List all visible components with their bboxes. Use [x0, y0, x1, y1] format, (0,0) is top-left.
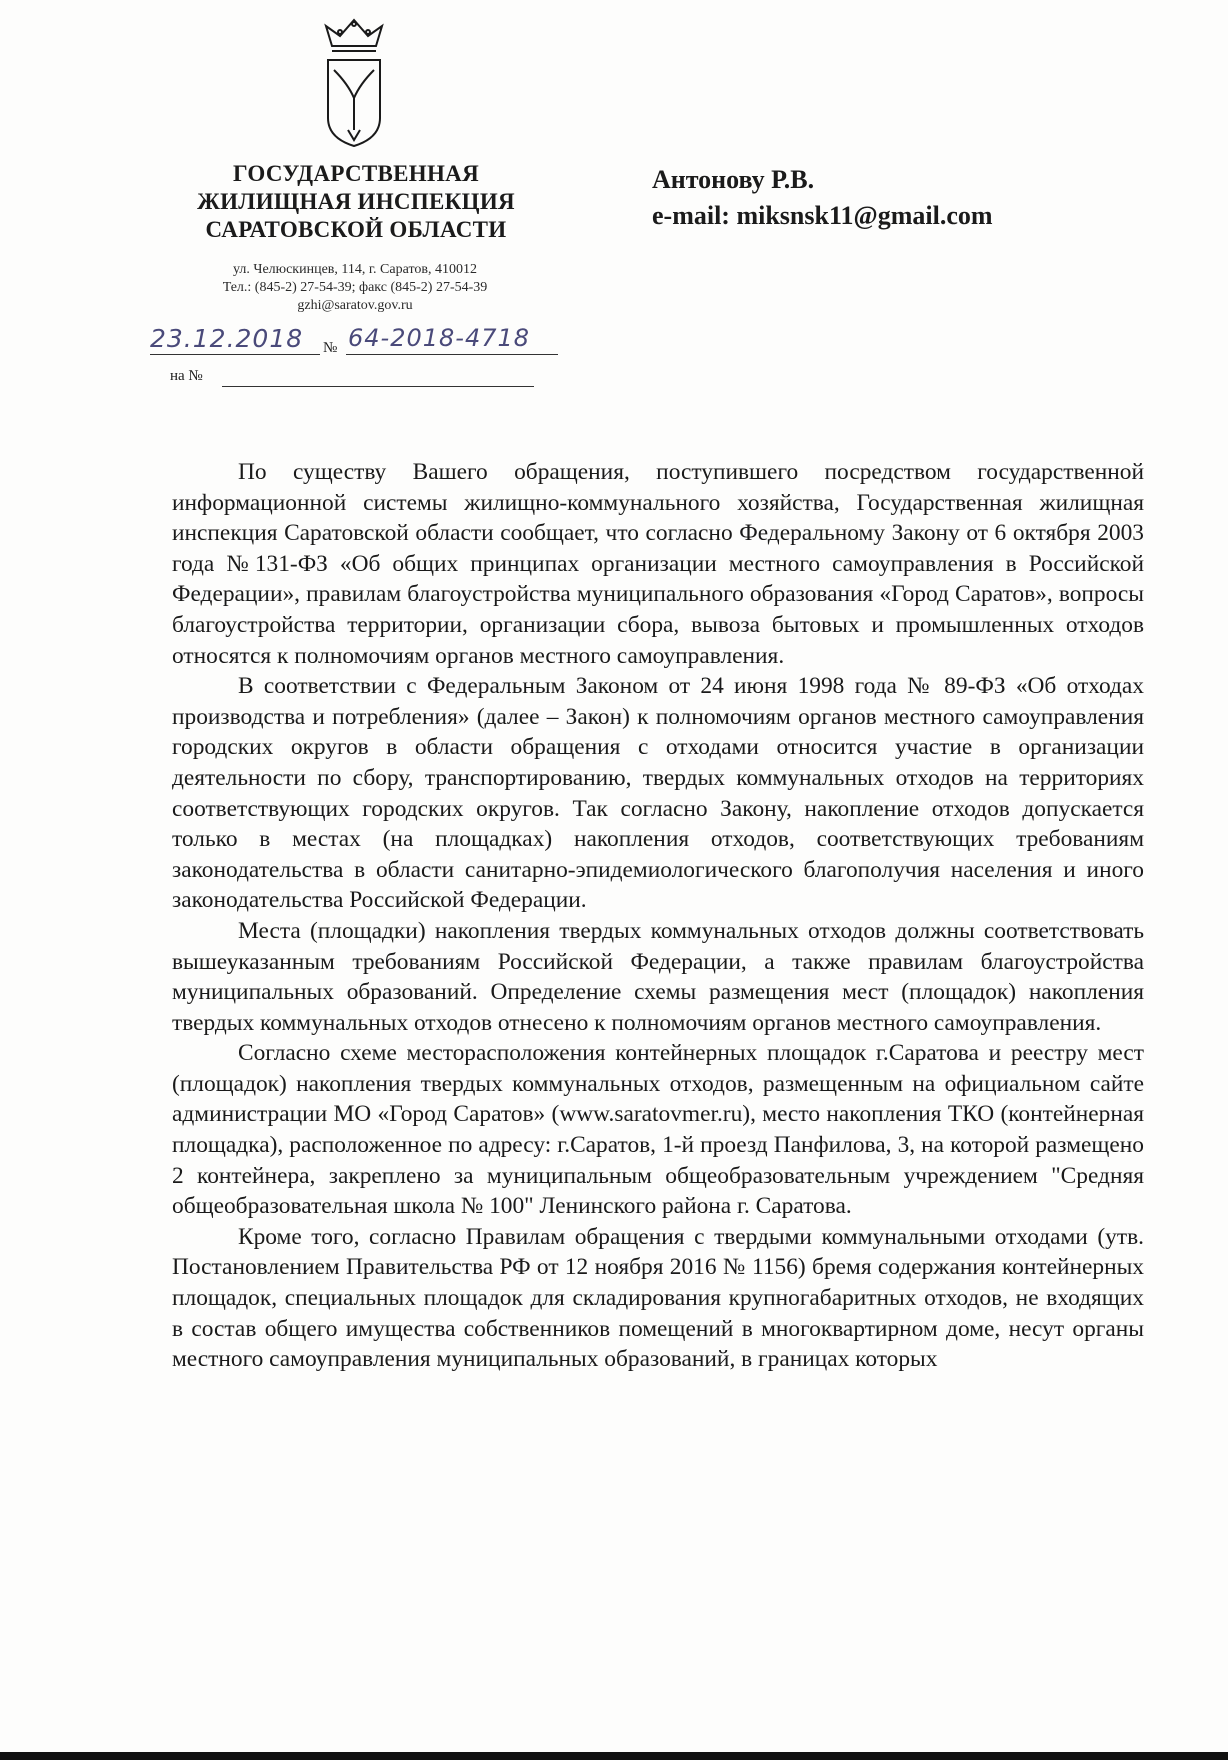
scan-bottom-edge [0, 1752, 1228, 1760]
org-address: ул. Челюскинцев, 114, г. Саратов, 410012 [232, 262, 478, 277]
organization-title [176, 160, 536, 244]
body-paragraph: По существу Вашего обращения, поступившего посредством государственной информационной системы жилищно-коммунального хозяйства, Государственная жилищная инспекция Саратовской области сообщает, что согласно Федеральному Закону от 6 октября 2003 года №131-ФЗ «Об общих принципах организации местного самоуправления в Российской Федерации», правилам благоустройства муниципального образования «Город Саратов», вопросы благоустройства территории, организации сбора, вывоза бытовых и промышленных отходов относятся к полномочиям органов местного самоуправления. [172, 459, 1144, 669]
in-reply-label: на № [170, 368, 203, 384]
body-paragraph: Согласно схеме месторасположения контейнерных площадок г.Саратова и реестру мест (площадок) накопления твердых коммунальных отходов, размещенным на официальном сайте администрации МО «Город Саратов» (www.saratovmer.ru), место накопления ТКО (контейнерная площадка), расположенное по адресу: г.Саратов, 1-й проезд Панфилова, 3, на которой размещено 2 контейнера, закреплено за муниципальным общеобразовательным учреждением "Средняя общеобразовательная школа № 100" Ленинского района г. Саратова. [172, 1040, 1144, 1220]
body-paragraph: В соответствии с Федеральным Законом от 24 июня 1998 года № 89-ФЗ «Об отходах производства и потребления» (далее – Закон) к полномочиям органов местного самоуправления городских округов в области обращения с отходами относится участие в организации деятельности по сбору, транспортированию, твердых коммунальных отходов на территориях соответствующих городских округов. Так согласно Закону, накопление отходов допускается только в местах (на площадках) накопления отходов, соответствующих требованиям законодательства в области санитарно-эпидемиологического благополучия населения и иного законодательства Российской Федерации. [172, 673, 1144, 914]
recipient-email: e-mail: miksnsk11@gmail.com [652, 201, 993, 230]
org-title-line: ЖИЛИЩНАЯ ИНСПЕКЦИЯ [197, 189, 515, 214]
in-reply-underline [222, 386, 534, 387]
org-email: gzhi@saratov.gov.ru [297, 298, 413, 313]
organization-contacts [170, 261, 540, 315]
coat-of-arms-icon [318, 18, 390, 148]
recipient-block [652, 162, 993, 234]
number-sign: № [323, 340, 338, 356]
handwritten-date: 23.12.2018 [150, 324, 304, 353]
date-underline [150, 354, 320, 355]
handwritten-reference-number: 64-2018-4718 [348, 324, 531, 352]
number-underline [346, 354, 558, 355]
body-paragraph: Места (площадки) накопления твердых коммунальных отходов должны соответствовать вышеуказанным требованиям Российской Федерации, а также правилам благоустройства муниципальных образований. Определение схемы размещения мест (площадок) накопления твердых коммунальных отходов отнесено к полномочиям органов местного самоуправления. [172, 917, 1144, 1036]
org-title-line: САРАТОВСКОЙ ОБЛАСТИ [205, 217, 507, 242]
letter-body [172, 457, 1144, 1375]
org-phone: Тел.: (845-2) 27-54-39; факс (845-2) 27-54-39 [222, 280, 488, 295]
outgoing-reference [150, 324, 570, 358]
body-paragraph: Кроме того, согласно Правилам обращения с твердыми коммунальными отходами (утв. Постановлением Правительства РФ от 12 ноября 2016 № 1156) бремя содержания контейнерных площадок, специальных площадок для складирования крупногабаритных отходов, не входящих в состав общего имущества собственников помещений в многоквартирном доме, несут органы местного самоуправления муниципальных образований, в границах которых [172, 1223, 1144, 1373]
org-title-line: ГОСУДАРСТВЕННАЯ [233, 161, 479, 186]
recipient-name: Антонову Р.В. [652, 165, 815, 194]
